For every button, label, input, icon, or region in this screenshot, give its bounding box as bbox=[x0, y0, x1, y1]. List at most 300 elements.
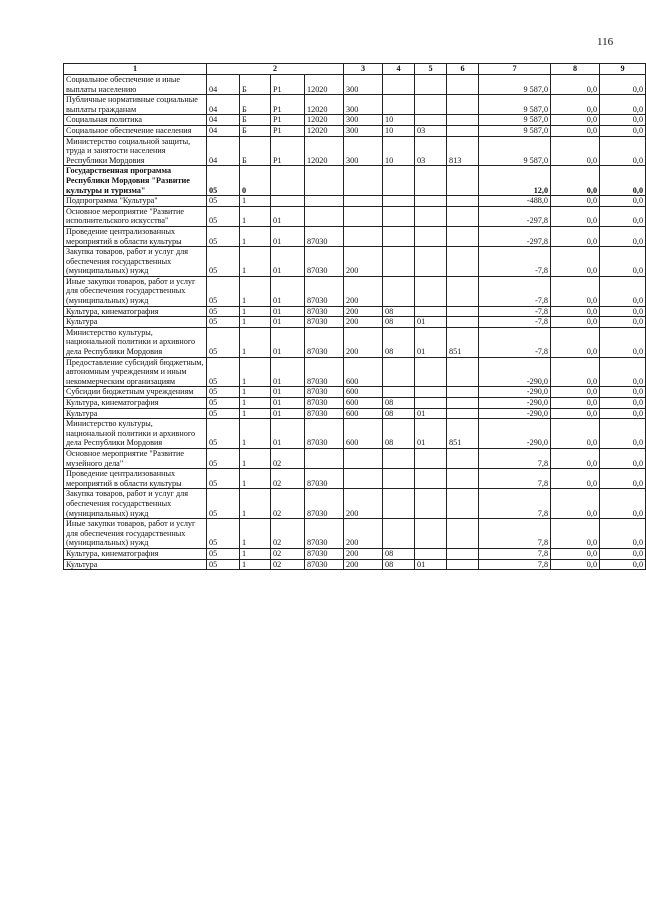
table-row bbox=[64, 408, 646, 419]
ministry-code-cell bbox=[447, 448, 479, 468]
expense-type-cell: 200 bbox=[344, 548, 383, 559]
subsection-cell bbox=[415, 448, 447, 468]
section-cell bbox=[383, 75, 415, 95]
column-header: 6 bbox=[447, 64, 479, 75]
amount-cell: 12,0 bbox=[479, 166, 551, 196]
direction-code-cell bbox=[305, 206, 344, 226]
event-code-cell: 01 bbox=[271, 276, 305, 306]
subprogram-code-cell: 1 bbox=[240, 408, 271, 419]
row-name-cell: Социальная политика bbox=[64, 115, 207, 126]
subprogram-code-cell: Б bbox=[240, 95, 271, 115]
expense-type-cell: 600 bbox=[344, 419, 383, 449]
amount-cell: 0,0 bbox=[600, 559, 646, 570]
amount-cell: 0,0 bbox=[551, 519, 600, 549]
column-header: 3 bbox=[344, 64, 383, 75]
program-code-cell: 05 bbox=[207, 206, 240, 226]
direction-code-cell: 87030 bbox=[305, 327, 344, 357]
amount-cell: -7,8 bbox=[479, 327, 551, 357]
subsection-cell bbox=[415, 387, 447, 398]
event-code-cell: 02 bbox=[271, 469, 305, 489]
direction-code-cell bbox=[305, 448, 344, 468]
section-cell: 08 bbox=[383, 306, 415, 317]
table-row bbox=[64, 247, 646, 277]
amount-cell: 7,8 bbox=[479, 469, 551, 489]
amount-cell: 7,8 bbox=[479, 519, 551, 549]
expense-type-cell: 300 bbox=[344, 136, 383, 166]
row-name-cell: Культура bbox=[64, 559, 207, 570]
expense-type-cell bbox=[344, 226, 383, 246]
amount-cell: 0,0 bbox=[551, 408, 600, 419]
subsection-cell bbox=[415, 519, 447, 549]
program-code-cell: 05 bbox=[207, 489, 240, 519]
ministry-code-cell bbox=[447, 408, 479, 419]
subsection-cell bbox=[415, 489, 447, 519]
program-code-cell: 05 bbox=[207, 559, 240, 570]
subprogram-code-cell: 1 bbox=[240, 559, 271, 570]
direction-code-cell bbox=[305, 166, 344, 196]
table-row bbox=[64, 387, 646, 398]
event-code-cell: Р1 bbox=[271, 75, 305, 95]
program-code-cell: 05 bbox=[207, 448, 240, 468]
amount-cell: 7,8 bbox=[479, 448, 551, 468]
amount-cell: 0,0 bbox=[551, 95, 600, 115]
amount-cell: 0,0 bbox=[551, 548, 600, 559]
amount-cell: 0,0 bbox=[551, 306, 600, 317]
subsection-cell bbox=[415, 357, 447, 387]
section-cell: 08 bbox=[383, 419, 415, 449]
amount-cell: 0,0 bbox=[600, 95, 646, 115]
amount-cell: 0,0 bbox=[551, 559, 600, 570]
event-code-cell: 01 bbox=[271, 408, 305, 419]
subsection-cell bbox=[415, 115, 447, 126]
program-code-cell: 05 bbox=[207, 398, 240, 409]
amount-cell: 9 587,0 bbox=[479, 115, 551, 126]
subsection-cell bbox=[415, 196, 447, 207]
event-code-cell: 01 bbox=[271, 327, 305, 357]
ministry-code-cell bbox=[447, 559, 479, 570]
amount-cell: 0,0 bbox=[600, 306, 646, 317]
subprogram-code-cell: 0 bbox=[240, 166, 271, 196]
section-cell: 08 bbox=[383, 398, 415, 409]
program-code-cell: 05 bbox=[207, 408, 240, 419]
amount-cell: -290,0 bbox=[479, 387, 551, 398]
subprogram-code-cell: 1 bbox=[240, 327, 271, 357]
amount-cell: 0,0 bbox=[600, 196, 646, 207]
subprogram-code-cell: 1 bbox=[240, 469, 271, 489]
expense-type-cell: 300 bbox=[344, 75, 383, 95]
amount-cell: 0,0 bbox=[600, 247, 646, 277]
subsection-cell: 01 bbox=[415, 327, 447, 357]
direction-code-cell: 12020 bbox=[305, 136, 344, 166]
section-cell bbox=[383, 247, 415, 277]
section-cell: 08 bbox=[383, 317, 415, 328]
event-code-cell: Р1 bbox=[271, 115, 305, 126]
section-cell bbox=[383, 519, 415, 549]
expense-type-cell: 200 bbox=[344, 306, 383, 317]
section-cell bbox=[383, 166, 415, 196]
ministry-code-cell bbox=[447, 398, 479, 409]
amount-cell: 0,0 bbox=[551, 125, 600, 136]
column-header: 4 bbox=[383, 64, 415, 75]
expense-type-cell: 600 bbox=[344, 387, 383, 398]
budget-table bbox=[63, 63, 646, 570]
subsection-cell: 03 bbox=[415, 136, 447, 166]
amount-cell: -7,8 bbox=[479, 306, 551, 317]
amount-cell: -7,8 bbox=[479, 317, 551, 328]
row-name-cell: Социальное обеспечение населения bbox=[64, 125, 207, 136]
amount-cell: 0,0 bbox=[551, 166, 600, 196]
subsection-cell: 01 bbox=[415, 408, 447, 419]
table-row bbox=[64, 357, 646, 387]
direction-code-cell bbox=[305, 196, 344, 207]
amount-cell: -297,8 bbox=[479, 206, 551, 226]
amount-cell: 0,0 bbox=[600, 276, 646, 306]
row-name-cell: Закупка товаров, работ и услуг для обеспечения государственных (муниципальных) нужд bbox=[64, 489, 207, 519]
direction-code-cell: 87030 bbox=[305, 226, 344, 246]
row-name-cell: Культура bbox=[64, 317, 207, 328]
event-code-cell: 02 bbox=[271, 489, 305, 519]
table-row bbox=[64, 306, 646, 317]
expense-type-cell: 200 bbox=[344, 489, 383, 519]
program-code-cell: 05 bbox=[207, 419, 240, 449]
amount-cell: 9 587,0 bbox=[479, 125, 551, 136]
row-name-cell: Основное мероприятие "Развитие музейного дела" bbox=[64, 448, 207, 468]
subsection-cell: 01 bbox=[415, 559, 447, 570]
section-cell: 08 bbox=[383, 559, 415, 570]
event-code-cell bbox=[271, 196, 305, 207]
subprogram-code-cell: 1 bbox=[240, 357, 271, 387]
amount-cell: 0,0 bbox=[551, 115, 600, 126]
direction-code-cell: 87030 bbox=[305, 387, 344, 398]
table-row bbox=[64, 548, 646, 559]
row-name-cell: Основное мероприятие "Развитие исполнительского искусства" bbox=[64, 206, 207, 226]
table-row bbox=[64, 166, 646, 196]
amount-cell: 7,8 bbox=[479, 489, 551, 519]
event-code-cell: 01 bbox=[271, 387, 305, 398]
section-cell: 10 bbox=[383, 115, 415, 126]
section-cell bbox=[383, 95, 415, 115]
subsection-cell bbox=[415, 398, 447, 409]
ministry-code-cell bbox=[447, 306, 479, 317]
program-code-cell: 05 bbox=[207, 357, 240, 387]
table-row bbox=[64, 469, 646, 489]
row-name-cell: Иные закупки товаров, работ и услуг для обеспечения государственных (муниципальных) нужд bbox=[64, 519, 207, 549]
table-row bbox=[64, 136, 646, 166]
subprogram-code-cell: 1 bbox=[240, 206, 271, 226]
ministry-code-cell bbox=[447, 387, 479, 398]
direction-code-cell: 87030 bbox=[305, 548, 344, 559]
amount-cell: -290,0 bbox=[479, 419, 551, 449]
amount-cell: 9 587,0 bbox=[479, 75, 551, 95]
program-code-cell: 05 bbox=[207, 166, 240, 196]
table-row bbox=[64, 206, 646, 226]
amount-cell: 7,8 bbox=[479, 548, 551, 559]
amount-cell: 0,0 bbox=[600, 136, 646, 166]
expense-type-cell: 600 bbox=[344, 408, 383, 419]
event-code-cell: 01 bbox=[271, 357, 305, 387]
ministry-code-cell bbox=[447, 115, 479, 126]
expense-type-cell: 300 bbox=[344, 95, 383, 115]
row-name-cell: Культура, кинематография bbox=[64, 398, 207, 409]
amount-cell: -290,0 bbox=[479, 398, 551, 409]
amount-cell: 0,0 bbox=[600, 408, 646, 419]
subprogram-code-cell: 1 bbox=[240, 387, 271, 398]
subprogram-code-cell: 1 bbox=[240, 489, 271, 519]
expense-type-cell: 200 bbox=[344, 559, 383, 570]
expense-type-cell: 200 bbox=[344, 247, 383, 277]
subsection-cell: 01 bbox=[415, 317, 447, 328]
direction-code-cell: 87030 bbox=[305, 559, 344, 570]
amount-cell: 0,0 bbox=[600, 115, 646, 126]
amount-cell: 0,0 bbox=[600, 398, 646, 409]
program-code-cell: 05 bbox=[207, 226, 240, 246]
table-row bbox=[64, 226, 646, 246]
ministry-code-cell bbox=[447, 247, 479, 277]
amount-cell: -7,8 bbox=[479, 247, 551, 277]
expense-type-cell bbox=[344, 166, 383, 196]
amount-cell: -7,8 bbox=[479, 276, 551, 306]
ministry-code-cell bbox=[447, 206, 479, 226]
amount-cell: 9 587,0 bbox=[479, 136, 551, 166]
amount-cell: 0,0 bbox=[600, 419, 646, 449]
amount-cell: -290,0 bbox=[479, 357, 551, 387]
section-cell bbox=[383, 489, 415, 519]
row-name-cell: Культура, кинематография bbox=[64, 548, 207, 559]
ministry-code-cell: 813 bbox=[447, 136, 479, 166]
event-code-cell bbox=[271, 166, 305, 196]
amount-cell: 0,0 bbox=[551, 75, 600, 95]
table-row bbox=[64, 489, 646, 519]
subsection-cell bbox=[415, 75, 447, 95]
event-code-cell: 01 bbox=[271, 226, 305, 246]
table-row bbox=[64, 317, 646, 328]
subprogram-code-cell: 1 bbox=[240, 196, 271, 207]
column-header: 1 bbox=[64, 64, 207, 75]
amount-cell: 0,0 bbox=[600, 125, 646, 136]
ministry-code-cell bbox=[447, 226, 479, 246]
direction-code-cell: 87030 bbox=[305, 519, 344, 549]
table-row bbox=[64, 115, 646, 126]
amount-cell: 0,0 bbox=[551, 247, 600, 277]
expense-type-cell: 200 bbox=[344, 276, 383, 306]
ministry-code-cell bbox=[447, 95, 479, 115]
amount-cell: 0,0 bbox=[551, 327, 600, 357]
subprogram-code-cell: 1 bbox=[240, 398, 271, 409]
table-row bbox=[64, 448, 646, 468]
amount-cell: -297,8 bbox=[479, 226, 551, 246]
amount-cell: 0,0 bbox=[551, 448, 600, 468]
expense-type-cell bbox=[344, 469, 383, 489]
program-code-cell: 04 bbox=[207, 125, 240, 136]
row-name-cell: Проведение централизованных мероприятий в области культуры bbox=[64, 226, 207, 246]
subsection-cell bbox=[415, 306, 447, 317]
amount-cell: 0,0 bbox=[551, 357, 600, 387]
table-row bbox=[64, 95, 646, 115]
program-code-cell: 05 bbox=[207, 306, 240, 317]
subsection-cell bbox=[415, 166, 447, 196]
amount-cell: 0,0 bbox=[600, 327, 646, 357]
amount-cell: 0,0 bbox=[600, 317, 646, 328]
program-code-cell: 05 bbox=[207, 247, 240, 277]
table-body bbox=[64, 75, 646, 570]
direction-code-cell: 87030 bbox=[305, 419, 344, 449]
column-header: 8 bbox=[551, 64, 600, 75]
subsection-cell bbox=[415, 548, 447, 559]
amount-cell: 0,0 bbox=[551, 206, 600, 226]
subprogram-code-cell: 1 bbox=[240, 306, 271, 317]
row-name-cell: Публичные нормативные социальные выплаты гражданам bbox=[64, 95, 207, 115]
amount-cell: 0,0 bbox=[600, 489, 646, 519]
event-code-cell: 02 bbox=[271, 548, 305, 559]
row-name-cell: Культура bbox=[64, 408, 207, 419]
expense-type-cell bbox=[344, 206, 383, 226]
row-name-cell: Закупка товаров, работ и услуг для обеспечения государственных (муниципальных) нужд bbox=[64, 247, 207, 277]
table-row bbox=[64, 398, 646, 409]
row-name-cell: Подпрограмма "Культура" bbox=[64, 196, 207, 207]
direction-code-cell: 87030 bbox=[305, 317, 344, 328]
ministry-code-cell bbox=[447, 276, 479, 306]
ministry-code-cell bbox=[447, 75, 479, 95]
table-row bbox=[64, 125, 646, 136]
subprogram-code-cell: 1 bbox=[240, 519, 271, 549]
event-code-cell: 01 bbox=[271, 317, 305, 328]
event-code-cell: 02 bbox=[271, 559, 305, 570]
expense-type-cell bbox=[344, 448, 383, 468]
section-cell bbox=[383, 469, 415, 489]
subprogram-code-cell: 1 bbox=[240, 226, 271, 246]
program-code-cell: 05 bbox=[207, 469, 240, 489]
direction-code-cell: 87030 bbox=[305, 276, 344, 306]
direction-code-cell: 87030 bbox=[305, 469, 344, 489]
subprogram-code-cell: Б bbox=[240, 115, 271, 126]
amount-cell: 0,0 bbox=[600, 387, 646, 398]
ministry-code-cell bbox=[447, 125, 479, 136]
amount-cell: 0,0 bbox=[600, 166, 646, 196]
subsection-cell bbox=[415, 226, 447, 246]
event-code-cell: Р1 bbox=[271, 136, 305, 166]
subsection-cell: 01 bbox=[415, 419, 447, 449]
subprogram-code-cell: Б bbox=[240, 125, 271, 136]
header-row bbox=[64, 64, 646, 75]
amount-cell: 0,0 bbox=[600, 469, 646, 489]
column-header: 7 bbox=[479, 64, 551, 75]
expense-type-cell: 200 bbox=[344, 519, 383, 549]
section-cell bbox=[383, 387, 415, 398]
program-code-cell: 05 bbox=[207, 327, 240, 357]
direction-code-cell: 87030 bbox=[305, 306, 344, 317]
section-cell: 08 bbox=[383, 408, 415, 419]
amount-cell: 0,0 bbox=[551, 226, 600, 246]
section-cell: 08 bbox=[383, 327, 415, 357]
section-cell bbox=[383, 448, 415, 468]
event-code-cell: 02 bbox=[271, 448, 305, 468]
section-cell bbox=[383, 226, 415, 246]
subprogram-code-cell: 1 bbox=[240, 448, 271, 468]
event-code-cell: Р1 bbox=[271, 95, 305, 115]
column-header: 9 bbox=[600, 64, 646, 75]
section-cell: 10 bbox=[383, 125, 415, 136]
event-code-cell: 01 bbox=[271, 398, 305, 409]
subprogram-code-cell: 1 bbox=[240, 419, 271, 449]
subsection-cell bbox=[415, 206, 447, 226]
row-name-cell: Министерство культуры, национальной политики и архивного дела Республики Мордовия bbox=[64, 419, 207, 449]
column-header: 2 bbox=[207, 64, 344, 75]
subsection-cell bbox=[415, 469, 447, 489]
amount-cell: 0,0 bbox=[551, 317, 600, 328]
row-name-cell: Социальное обеспечение и иные выплаты населению bbox=[64, 75, 207, 95]
row-name-cell: Культура, кинематография bbox=[64, 306, 207, 317]
table-row bbox=[64, 559, 646, 570]
subsection-cell bbox=[415, 247, 447, 277]
program-code-cell: 05 bbox=[207, 317, 240, 328]
ministry-code-cell bbox=[447, 317, 479, 328]
row-name-cell: Государственная программа Республики Мордовия "Развитие культуры и туризма" bbox=[64, 166, 207, 196]
subsection-cell: 03 bbox=[415, 125, 447, 136]
section-cell bbox=[383, 196, 415, 207]
amount-cell: 0,0 bbox=[551, 489, 600, 519]
amount-cell: 0,0 bbox=[600, 226, 646, 246]
event-code-cell: 01 bbox=[271, 306, 305, 317]
direction-code-cell: 87030 bbox=[305, 247, 344, 277]
amount-cell: 0,0 bbox=[551, 419, 600, 449]
expense-type-cell: 600 bbox=[344, 357, 383, 387]
direction-code-cell: 87030 bbox=[305, 408, 344, 419]
amount-cell: 0,0 bbox=[600, 357, 646, 387]
expense-type-cell: 200 bbox=[344, 327, 383, 357]
amount-cell: 0,0 bbox=[600, 75, 646, 95]
subprogram-code-cell: 1 bbox=[240, 317, 271, 328]
program-code-cell: 05 bbox=[207, 387, 240, 398]
subsection-cell bbox=[415, 95, 447, 115]
column-header: 5 bbox=[415, 64, 447, 75]
expense-type-cell: 300 bbox=[344, 115, 383, 126]
amount-cell: 0,0 bbox=[551, 469, 600, 489]
program-code-cell: 04 bbox=[207, 75, 240, 95]
amount-cell: 0,0 bbox=[551, 276, 600, 306]
ministry-code-cell bbox=[447, 519, 479, 549]
amount-cell: 9 587,0 bbox=[479, 95, 551, 115]
amount-cell: 0,0 bbox=[600, 448, 646, 468]
program-code-cell: 04 bbox=[207, 95, 240, 115]
ministry-code-cell bbox=[447, 196, 479, 207]
amount-cell: -488,0 bbox=[479, 196, 551, 207]
program-code-cell: 05 bbox=[207, 196, 240, 207]
page-number: 116 bbox=[597, 36, 614, 48]
amount-cell: 0,0 bbox=[551, 196, 600, 207]
expense-type-cell: 300 bbox=[344, 125, 383, 136]
direction-code-cell: 87030 bbox=[305, 398, 344, 409]
amount-cell: 0,0 bbox=[600, 206, 646, 226]
event-code-cell: 01 bbox=[271, 247, 305, 277]
direction-code-cell: 12020 bbox=[305, 115, 344, 126]
ministry-code-cell: 851 bbox=[447, 327, 479, 357]
subsection-cell bbox=[415, 276, 447, 306]
table-row bbox=[64, 75, 646, 95]
section-cell: 08 bbox=[383, 548, 415, 559]
subprogram-code-cell: 1 bbox=[240, 247, 271, 277]
table-row bbox=[64, 519, 646, 549]
table-row bbox=[64, 196, 646, 207]
section-cell: 10 bbox=[383, 136, 415, 166]
section-cell bbox=[383, 276, 415, 306]
row-name-cell: Проведение централизованных мероприятий в области культуры bbox=[64, 469, 207, 489]
amount-cell: -290,0 bbox=[479, 408, 551, 419]
event-code-cell: 02 bbox=[271, 519, 305, 549]
amount-cell: 0,0 bbox=[551, 136, 600, 166]
amount-cell: 0,0 bbox=[600, 519, 646, 549]
subprogram-code-cell: 1 bbox=[240, 276, 271, 306]
ministry-code-cell bbox=[447, 469, 479, 489]
